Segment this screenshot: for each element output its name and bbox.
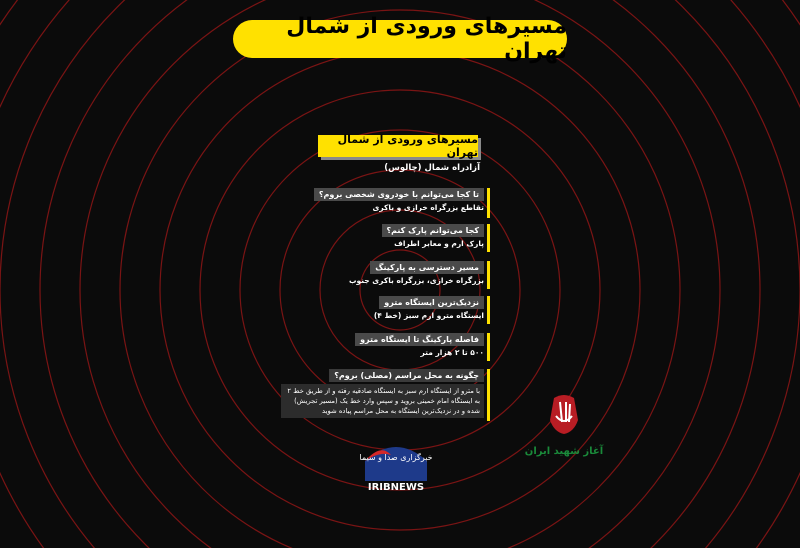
info-answer: بزرگراه خرازی، بزرگراه باکری جنوب <box>348 276 484 285</box>
info-item <box>350 296 490 324</box>
irib-script-text: خبرگزاری صدا و سیما <box>359 453 433 462</box>
accent-bar <box>487 296 490 324</box>
card-title-box <box>318 135 478 157</box>
info-answer-long: با مترو از ایستگاه ارم سبز به ایستگاه صادقیه رفته و از طریق خط ۲ به ایستگاه امام خمینی بروید و سپس وارد خط یک (مسیر تجریش) شده و در نزدیک‌ترین ایستگاه به محل مراسم پیاده شوید <box>281 384 484 418</box>
info-item-final <box>282 369 490 421</box>
info-item <box>350 224 490 252</box>
shahid-logo <box>524 392 604 462</box>
accent-bar <box>487 224 490 252</box>
info-item <box>350 261 490 289</box>
info-question: تا کجا می‌توانم با خودروی شخصی بروم؟ <box>314 188 484 201</box>
card-subtitle: آزادراه شمال (چالوس) <box>384 163 480 173</box>
info-question: چگونه به محل مراسم (مصلی) بروم؟ <box>329 369 484 382</box>
info-answer: ایستگاه مترو ارم سبز (خط ۴) <box>373 311 484 320</box>
info-item <box>318 188 490 218</box>
card-title: مسیرهای ورودی از شمال تهران <box>337 133 478 159</box>
info-question: مسیر دسترسی به پارکینگ <box>370 261 484 274</box>
header-banner <box>233 14 567 64</box>
page-title: مسیرهای ورودی از شمال تهران <box>286 14 567 64</box>
accent-bar <box>487 369 490 421</box>
info-question: کجا می‌توانم پارک کنم؟ <box>382 224 485 237</box>
accent-bar <box>487 261 490 289</box>
info-question: فاصله پارکینگ تا ایستگاه مترو <box>355 333 484 346</box>
irib-news-logo <box>359 433 433 493</box>
irib-wordmark: IRIBNEWS <box>367 482 425 493</box>
accent-bar <box>487 333 490 361</box>
info-question: نزدیک‌ترین ایستگاه مترو <box>379 296 484 309</box>
info-answer: تقاطع بزرگراه خرازی و باکری <box>372 203 484 212</box>
info-item <box>350 333 490 361</box>
info-answer: پارک ارم و معابر اطراف <box>394 239 484 248</box>
accent-bar <box>487 188 490 218</box>
info-answer: ۵۰۰ تا ۲ هزار متر <box>420 348 484 357</box>
shahid-wordmark: آغاز شهید ایران <box>524 446 604 457</box>
